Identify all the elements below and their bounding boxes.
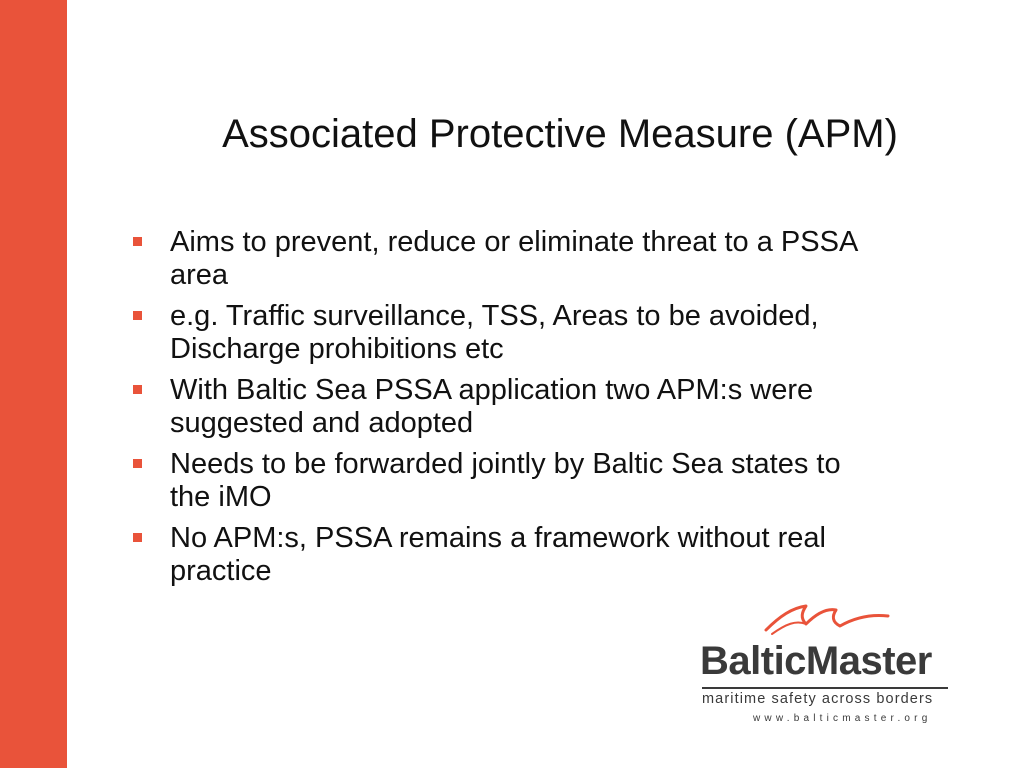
logo-url: www.balticmaster.org [753,713,932,724]
bullet-item [130,300,990,366]
square-bullet-icon [133,459,142,468]
bullet-text-line-2: Discharge prohibitions etc [170,333,504,365]
accent-side-bar [0,0,67,768]
bullet-item [130,448,990,514]
logo-name: BalticMaster [700,639,932,683]
bullet-text-line-1: No APM:s, PSSA remains a framework without real [170,522,826,554]
bullet-text-line-2: suggested and adopted [170,407,474,439]
logo-tagline: maritime safety across borders [702,691,934,707]
bullet-item [130,374,990,440]
bullet-text-line-2: practice [170,555,272,587]
bullet-text-line-1: With Baltic Sea PSSA application two APM:s were [170,374,814,406]
bullet-item [130,522,990,588]
bullet-text-line-2: the iMO [170,481,272,513]
balticmaster-logo [698,600,958,730]
square-bullet-icon [133,237,142,246]
square-bullet-icon [133,385,142,394]
bullet-list [130,226,990,596]
square-bullet-icon [133,311,142,320]
slide-title: Associated Protective Measure (APM) [222,112,898,156]
bullet-text-line-1: e.g. Traffic surveillance, TSS, Areas to be avoided, [170,300,819,332]
square-bullet-icon [133,533,142,542]
bullet-text-line-1: Aims to prevent, reduce or eliminate threat to a PSSA [170,226,859,258]
bullet-item [130,226,990,292]
wave-swoosh-icon [762,602,892,638]
bullet-text-line-1: Needs to be forwarded jointly by Baltic Sea states to [170,448,841,480]
bullet-text-line-2: area [170,259,229,291]
